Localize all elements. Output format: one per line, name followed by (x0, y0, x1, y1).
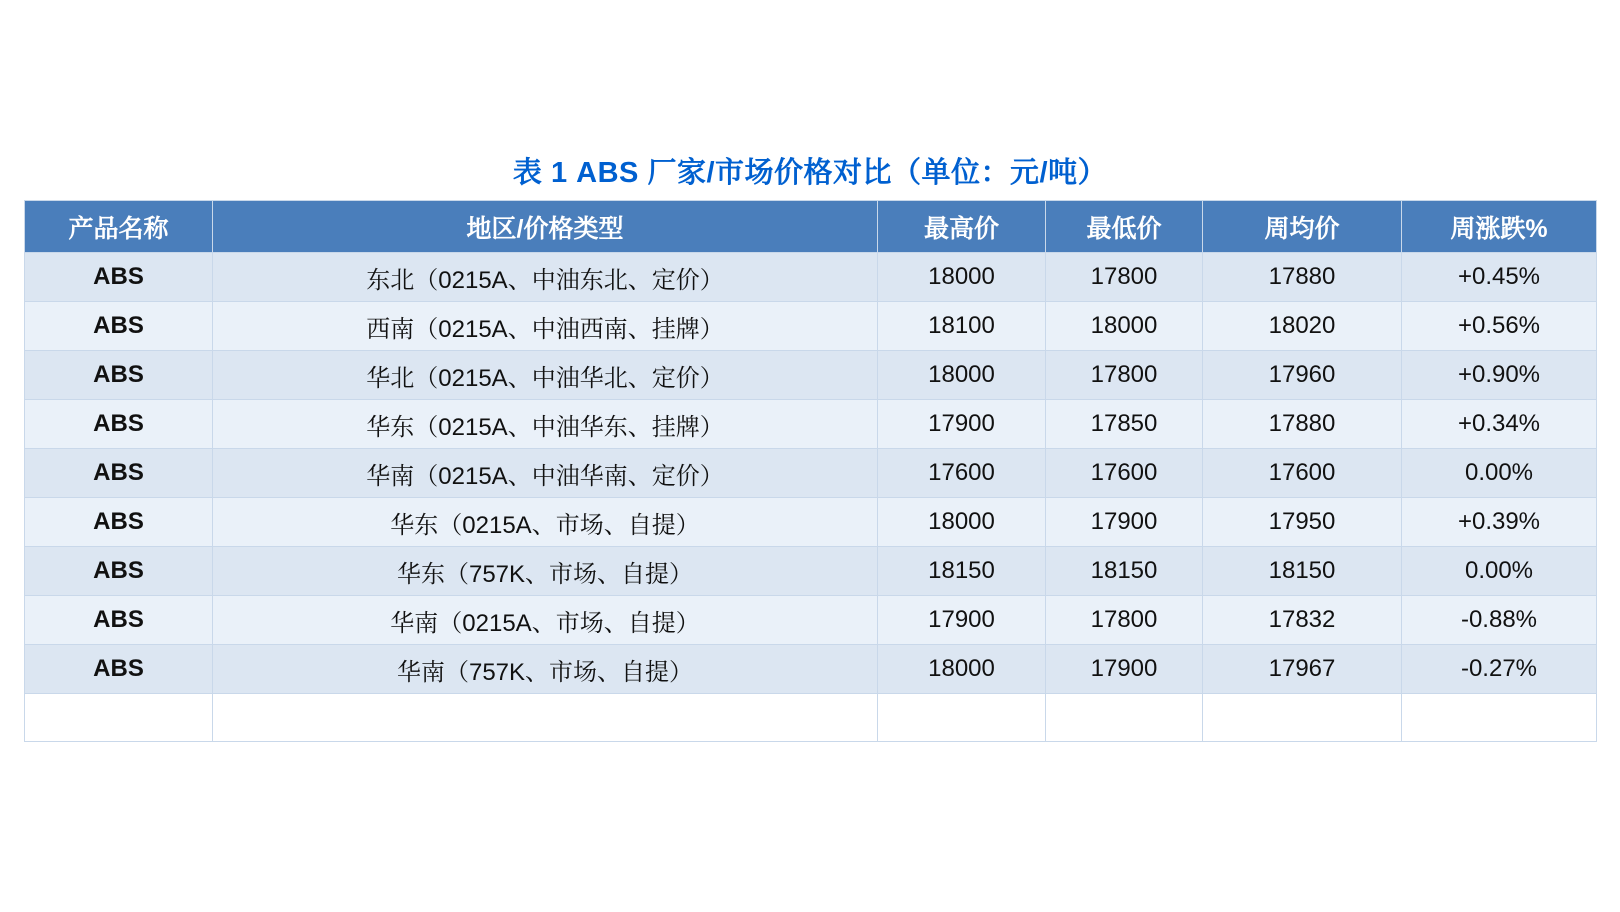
cell-product: ABS (25, 400, 213, 449)
column-header-high: 最高价 (878, 201, 1046, 253)
cell-blank (213, 694, 878, 742)
cell-blank (1046, 694, 1203, 742)
cell-average: 17880 (1203, 253, 1402, 302)
table-row (25, 351, 1597, 400)
column-header-low: 最低价 (1046, 201, 1203, 253)
cell-high: 17900 (878, 400, 1046, 449)
cell-high: 18000 (878, 645, 1046, 694)
table-row (25, 400, 1597, 449)
cell-product: ABS (25, 498, 213, 547)
cell-average: 17832 (1203, 596, 1402, 645)
cell-product: ABS (25, 302, 213, 351)
cell-high: 18150 (878, 547, 1046, 596)
cell-change: +0.34% (1402, 400, 1597, 449)
cell-region: 华东（0215A、市场、自提） (213, 498, 878, 547)
price-table (24, 200, 1597, 742)
cell-change: +0.56% (1402, 302, 1597, 351)
cell-product: ABS (25, 547, 213, 596)
cell-region: 华北（0215A、中油华北、定价） (213, 351, 878, 400)
cell-change: +0.90% (1402, 351, 1597, 400)
cell-average: 17967 (1203, 645, 1402, 694)
cell-high: 18100 (878, 302, 1046, 351)
cell-low: 17800 (1046, 596, 1203, 645)
cell-blank (25, 694, 213, 742)
cell-region: 华东（757K、市场、自提） (213, 547, 878, 596)
table-row (25, 645, 1597, 694)
cell-region: 华东（0215A、中油华东、挂牌） (213, 400, 878, 449)
cell-product: ABS (25, 449, 213, 498)
table-header-row (25, 201, 1597, 253)
table-row (25, 253, 1597, 302)
table-title: 表 1 ABS 厂家/市场价格对比（单位：元/吨） (512, 157, 1108, 189)
cell-region: 华南（0215A、市场、自提） (213, 596, 878, 645)
cell-product: ABS (25, 596, 213, 645)
cell-product: ABS (25, 351, 213, 400)
cell-low: 17800 (1046, 253, 1203, 302)
cell-high: 17900 (878, 596, 1046, 645)
cell-low: 18000 (1046, 302, 1203, 351)
cell-product: ABS (25, 645, 213, 694)
cell-high: 18000 (878, 351, 1046, 400)
column-header-region: 地区/价格类型 (213, 201, 878, 253)
table-body (25, 253, 1597, 742)
cell-high: 17600 (878, 449, 1046, 498)
cell-average: 17880 (1203, 400, 1402, 449)
cell-region: 西南（0215A、中油西南、挂牌） (213, 302, 878, 351)
cell-region: 华南（757K、市场、自提） (213, 645, 878, 694)
table-row (25, 449, 1597, 498)
cell-average: 18020 (1203, 302, 1402, 351)
cell-region: 华南（0215A、中油华南、定价） (213, 449, 878, 498)
cell-average: 17600 (1203, 449, 1402, 498)
cell-low: 17900 (1046, 498, 1203, 547)
price-table-container (24, 200, 1596, 742)
cell-high: 18000 (878, 253, 1046, 302)
cell-change: +0.45% (1402, 253, 1597, 302)
cell-low: 17850 (1046, 400, 1203, 449)
cell-region: 东北（0215A、中油东北、定价） (213, 253, 878, 302)
cell-blank (878, 694, 1046, 742)
cell-change: -0.88% (1402, 596, 1597, 645)
cell-low: 17600 (1046, 449, 1203, 498)
column-header-change: 周涨跌% (1402, 201, 1597, 253)
table-row (25, 596, 1597, 645)
cell-blank (1203, 694, 1402, 742)
column-header-average: 周均价 (1203, 201, 1402, 253)
cell-low: 17800 (1046, 351, 1203, 400)
cell-low: 17900 (1046, 645, 1203, 694)
cell-change: 0.00% (1402, 449, 1597, 498)
table-row-blank (25, 694, 1597, 742)
cell-change: -0.27% (1402, 645, 1597, 694)
cell-blank (1402, 694, 1597, 742)
cell-average: 17960 (1203, 351, 1402, 400)
cell-average: 18150 (1203, 547, 1402, 596)
cell-change: 0.00% (1402, 547, 1597, 596)
cell-low: 18150 (1046, 547, 1203, 596)
cell-product: ABS (25, 253, 213, 302)
column-header-product: 产品名称 (25, 201, 213, 253)
table-header (25, 201, 1597, 253)
cell-change: +0.39% (1402, 498, 1597, 547)
table-row (25, 547, 1597, 596)
cell-high: 18000 (878, 498, 1046, 547)
table-row (25, 302, 1597, 351)
cell-average: 17950 (1203, 498, 1402, 547)
table-row (25, 498, 1597, 547)
